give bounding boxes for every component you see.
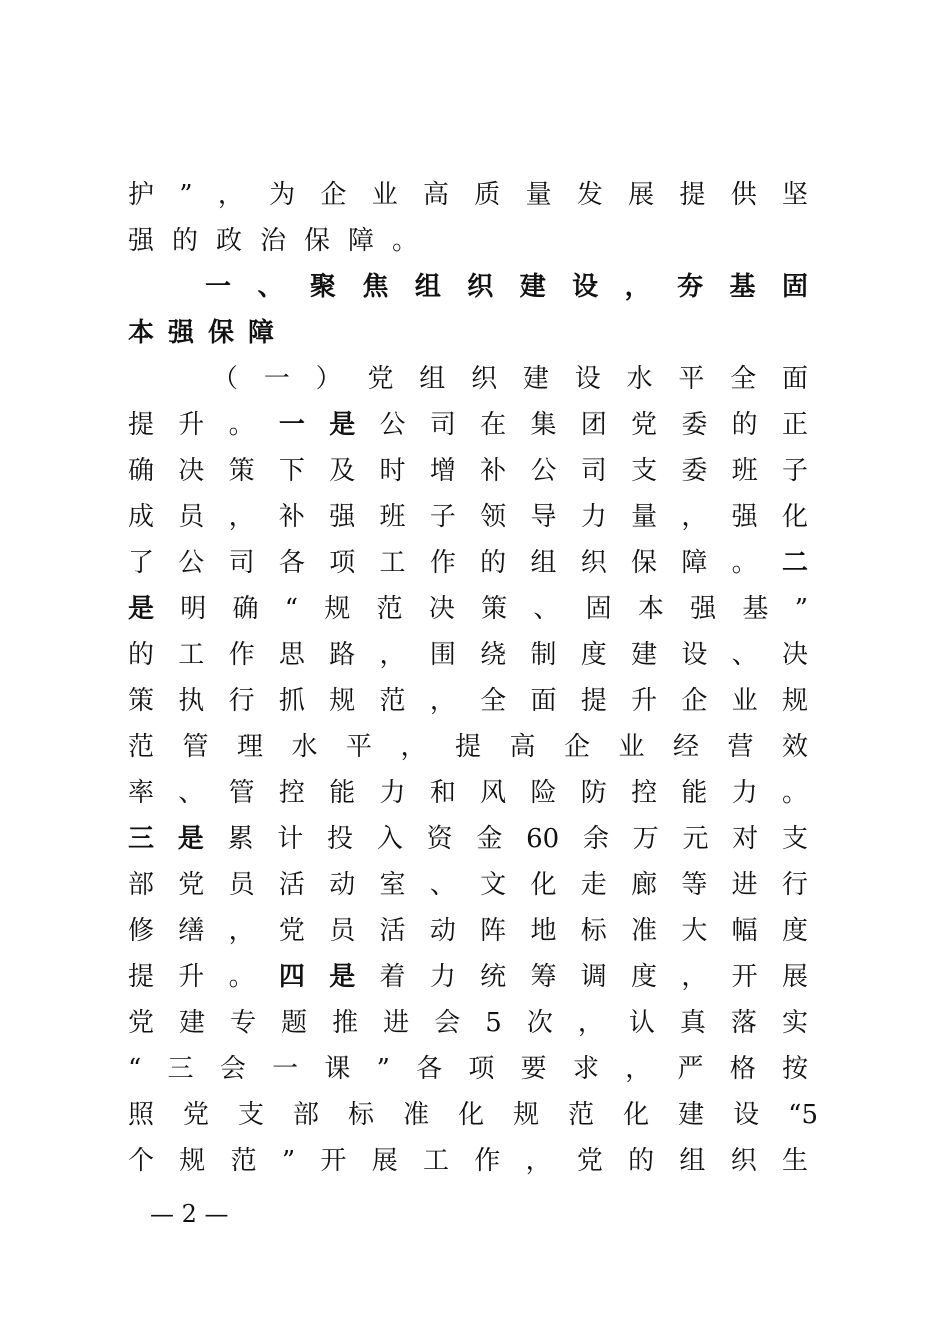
body-text-segment: 着力统筹调度，开展 (379, 962, 808, 992)
bold-marker: 二 (781, 548, 808, 578)
body-text-segment: 公司在集团党委的正 (379, 410, 808, 440)
body-text-line: 党建专题推进会5次，认真落实 (128, 1008, 808, 1038)
body-text-line: 部党员活动室、文化走廊等进行 (128, 870, 808, 900)
section-heading-line: 本强保障 (128, 318, 289, 348)
body-text-segment: 提升。 (128, 962, 279, 992)
body-text-line (128, 819, 808, 859)
section-heading-line: 一、聚焦组织建设，夯基固 (205, 272, 808, 302)
body-text-line (128, 589, 808, 629)
bold-marker: 一是 (278, 410, 380, 440)
body-text-line: 护”，为企业高质量发展提供坚 (128, 180, 808, 210)
body-text-line (128, 543, 808, 583)
bold-marker: 是 (128, 594, 181, 624)
body-text-line: 个规范”开展工作，党的组织生 (128, 1146, 808, 1176)
body-text-line: 策执行抓规范，全面提升企业规 (128, 686, 808, 716)
body-text-line: 修缮，党员活动阵地标准大幅度 (128, 916, 808, 946)
page-number: — 2 — (150, 1200, 229, 1228)
body-text-line: “三会一课”各项要求，严格按 (128, 1054, 808, 1084)
body-text-line: 照党支部标准化规范化建设“5 (128, 1100, 818, 1130)
body-text-segment: 提升。 (128, 410, 279, 440)
body-text-line (128, 405, 808, 445)
body-text-segment: 累计投入资金60余万元对支 (227, 824, 808, 854)
body-text-line: 强的政治保障。 (128, 226, 437, 256)
body-text-segment: 了公司各项工作的组织保障。 (128, 548, 782, 578)
body-text-segment: 明确“规范决策、固本强基” (180, 594, 808, 624)
body-text-line: 成员，补强班子领导力量，强化 (128, 502, 808, 532)
body-text-line (128, 957, 808, 997)
body-text-line: 范管理水平，提高企业经营效 (128, 732, 808, 762)
bold-marker: 三是 (128, 824, 228, 854)
bold-marker: 四是 (278, 962, 380, 992)
subsection-heading-line: （一）党组织建设水平全面 (212, 364, 808, 394)
body-text-line: 率、管控能力和风险防控能力。 (128, 778, 808, 808)
body-text-line: 确决策下及时增补公司支委班子 (128, 456, 808, 486)
body-text-line: 的工作思路，围绕制度建设、决 (128, 640, 808, 670)
